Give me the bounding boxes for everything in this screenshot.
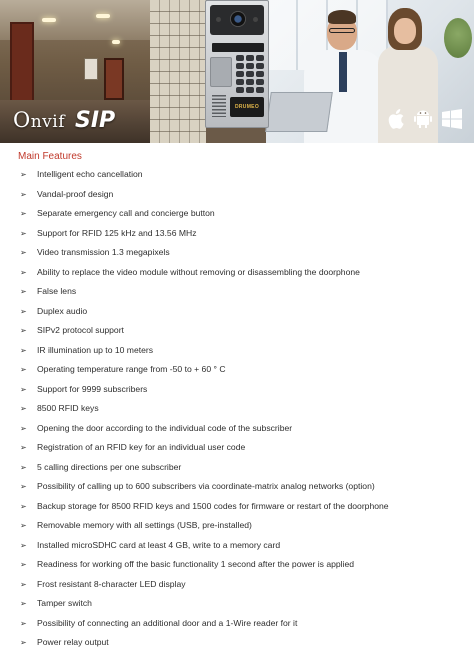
- feature-text: Frost resistant 8-character LED display: [37, 578, 186, 589]
- feature-text: Operating temperature range from -50 to + 60 ° C: [37, 364, 226, 374]
- arrow-bullet-icon: ➢: [20, 345, 27, 355]
- arrow-bullet-icon: ➢: [20, 638, 27, 647]
- os-icons: [388, 108, 470, 130]
- sip-logo: SIP: [75, 108, 116, 133]
- feature-text: IR illumination up to 10 meters: [37, 344, 154, 355]
- arrow-bullet-icon: ➢: [20, 365, 27, 374]
- feature-list: [18, 165, 458, 653]
- doorphone-image: [205, 0, 269, 128]
- feature-item: [18, 380, 458, 400]
- feature-text: Registration of an RFID key for an individual user code: [37, 442, 246, 452]
- arrow-bullet-icon: ➢: [20, 423, 27, 433]
- camera-lens: [230, 11, 246, 27]
- arrow-bullet-icon: ➢: [20, 189, 27, 199]
- windows-icon: [442, 109, 462, 129]
- feature-text: Possibility of connecting an additional door and a 1-Wire reader for it: [37, 617, 298, 628]
- arrow-bullet-icon: ➢: [20, 287, 27, 296]
- mailboxes-photo: [150, 0, 206, 143]
- feature-text: Ability to replace the video module without removing or disassembling the doorphone: [37, 266, 360, 277]
- feature-item: [18, 224, 458, 244]
- ceiling-light: [96, 14, 110, 18]
- feature-item: [18, 594, 458, 614]
- feature-text: Opening the door according to the individual code of the subscriber: [37, 422, 293, 433]
- feature-item: [18, 302, 458, 322]
- feature-item: [18, 633, 458, 653]
- android-icon: [414, 109, 432, 129]
- arrow-bullet-icon: ➢: [20, 501, 27, 511]
- keypad: [236, 55, 266, 93]
- arrow-bullet-icon: ➢: [20, 462, 27, 472]
- feature-text: Intelligent echo cancellation: [37, 169, 143, 179]
- man-tie: [339, 52, 347, 92]
- feature-item: [18, 321, 458, 341]
- arrow-bullet-icon: ➢: [20, 404, 27, 413]
- ceiling-light: [112, 40, 120, 44]
- feature-text: Duplex audio: [37, 305, 88, 316]
- rfid-reader: [210, 57, 232, 87]
- arrow-bullet-icon: ➢: [20, 540, 27, 550]
- led-display: [212, 43, 264, 52]
- hero-banner: [0, 0, 474, 143]
- speaker-grille: [212, 95, 226, 117]
- feature-item: [18, 575, 458, 595]
- camera-module: [210, 5, 264, 35]
- feature-item: [18, 614, 458, 634]
- feature-text: 5 calling directions per one subscriber: [37, 461, 182, 472]
- info-screen: [230, 97, 264, 117]
- feature-item: [18, 341, 458, 361]
- laptop: [265, 92, 333, 132]
- arrow-bullet-icon: ➢: [20, 384, 27, 394]
- arrow-bullet-icon: ➢: [20, 599, 27, 608]
- feature-text: Separate emergency call and concierge button: [37, 208, 215, 218]
- feature-item: [18, 185, 458, 205]
- arrow-bullet-icon: ➢: [20, 579, 27, 589]
- feature-item: [18, 458, 458, 478]
- woman-face: [394, 18, 416, 44]
- arrow-bullet-icon: ➢: [20, 228, 27, 238]
- ir-led: [216, 17, 221, 22]
- man-glasses: [329, 28, 355, 33]
- feature-text: Vandal-proof design: [37, 188, 114, 199]
- feature-item: [18, 165, 458, 185]
- main-features-section: [18, 149, 458, 653]
- feature-item: [18, 360, 458, 380]
- feature-item: [18, 282, 458, 302]
- feature-item: [18, 536, 458, 556]
- feature-text: Video transmission 1.3 megapixels: [37, 247, 170, 257]
- feature-text: False lens: [37, 286, 77, 296]
- arrow-bullet-icon: ➢: [20, 248, 27, 257]
- arrow-bullet-icon: ➢: [20, 267, 27, 277]
- feature-item: [18, 399, 458, 419]
- arrow-bullet-icon: ➢: [20, 521, 27, 530]
- arrow-bullet-icon: ➢: [20, 618, 27, 628]
- feature-item: [18, 243, 458, 263]
- onvif-logo: Onvif: [13, 108, 66, 132]
- plant: [444, 18, 472, 58]
- feature-item: [18, 204, 458, 224]
- arrow-bullet-icon: ➢: [20, 209, 27, 218]
- feature-text: Support for RFID 125 kHz and 13.56 MHz: [37, 227, 197, 238]
- feature-text: Power relay output: [37, 637, 109, 647]
- feature-item: [18, 555, 458, 575]
- feature-item: [18, 477, 458, 497]
- arrow-bullet-icon: ➢: [20, 326, 27, 335]
- wall-picture: [84, 58, 98, 80]
- section-title: Main Features: [18, 151, 82, 162]
- door-far: [104, 58, 124, 100]
- ir-led: [253, 17, 258, 22]
- apple-icon: [388, 109, 404, 129]
- feature-text: SIPv2 protocol support: [37, 325, 124, 335]
- feature-text: Support for 9999 subscribers: [37, 383, 148, 394]
- feature-text: Possibility of calling up to 600 subscribers via coordinate-matrix analog networks (option): [37, 481, 375, 491]
- man-hair: [328, 10, 356, 24]
- feature-text: Tamper switch: [37, 598, 92, 608]
- arrow-bullet-icon: ➢: [20, 560, 27, 569]
- arrow-bullet-icon: ➢: [20, 482, 27, 491]
- feature-text: Removable memory with all settings (USB, pre-installed): [37, 520, 252, 530]
- feature-item: [18, 516, 458, 536]
- feature-item: [18, 497, 458, 517]
- info-screen-text: DRUMEO: [234, 104, 260, 110]
- feature-text: Readiness for working off the basic functionality 1 second after the power is applied: [37, 559, 355, 569]
- ceiling-light: [42, 18, 56, 22]
- feature-text: Backup storage for 8500 RFID keys and 1500 codes for firmware or restart of the doorphone: [37, 500, 389, 511]
- arrow-bullet-icon: ➢: [20, 170, 27, 179]
- feature-item: [18, 438, 458, 458]
- arrow-bullet-icon: ➢: [20, 443, 27, 452]
- feature-text: Installed microSDHC card at least 4 GB, write to a memory card: [37, 539, 281, 550]
- arrow-bullet-icon: ➢: [20, 306, 27, 316]
- feature-text: 8500 RFID keys: [37, 403, 99, 413]
- feature-item: [18, 263, 458, 283]
- feature-item: [18, 419, 458, 439]
